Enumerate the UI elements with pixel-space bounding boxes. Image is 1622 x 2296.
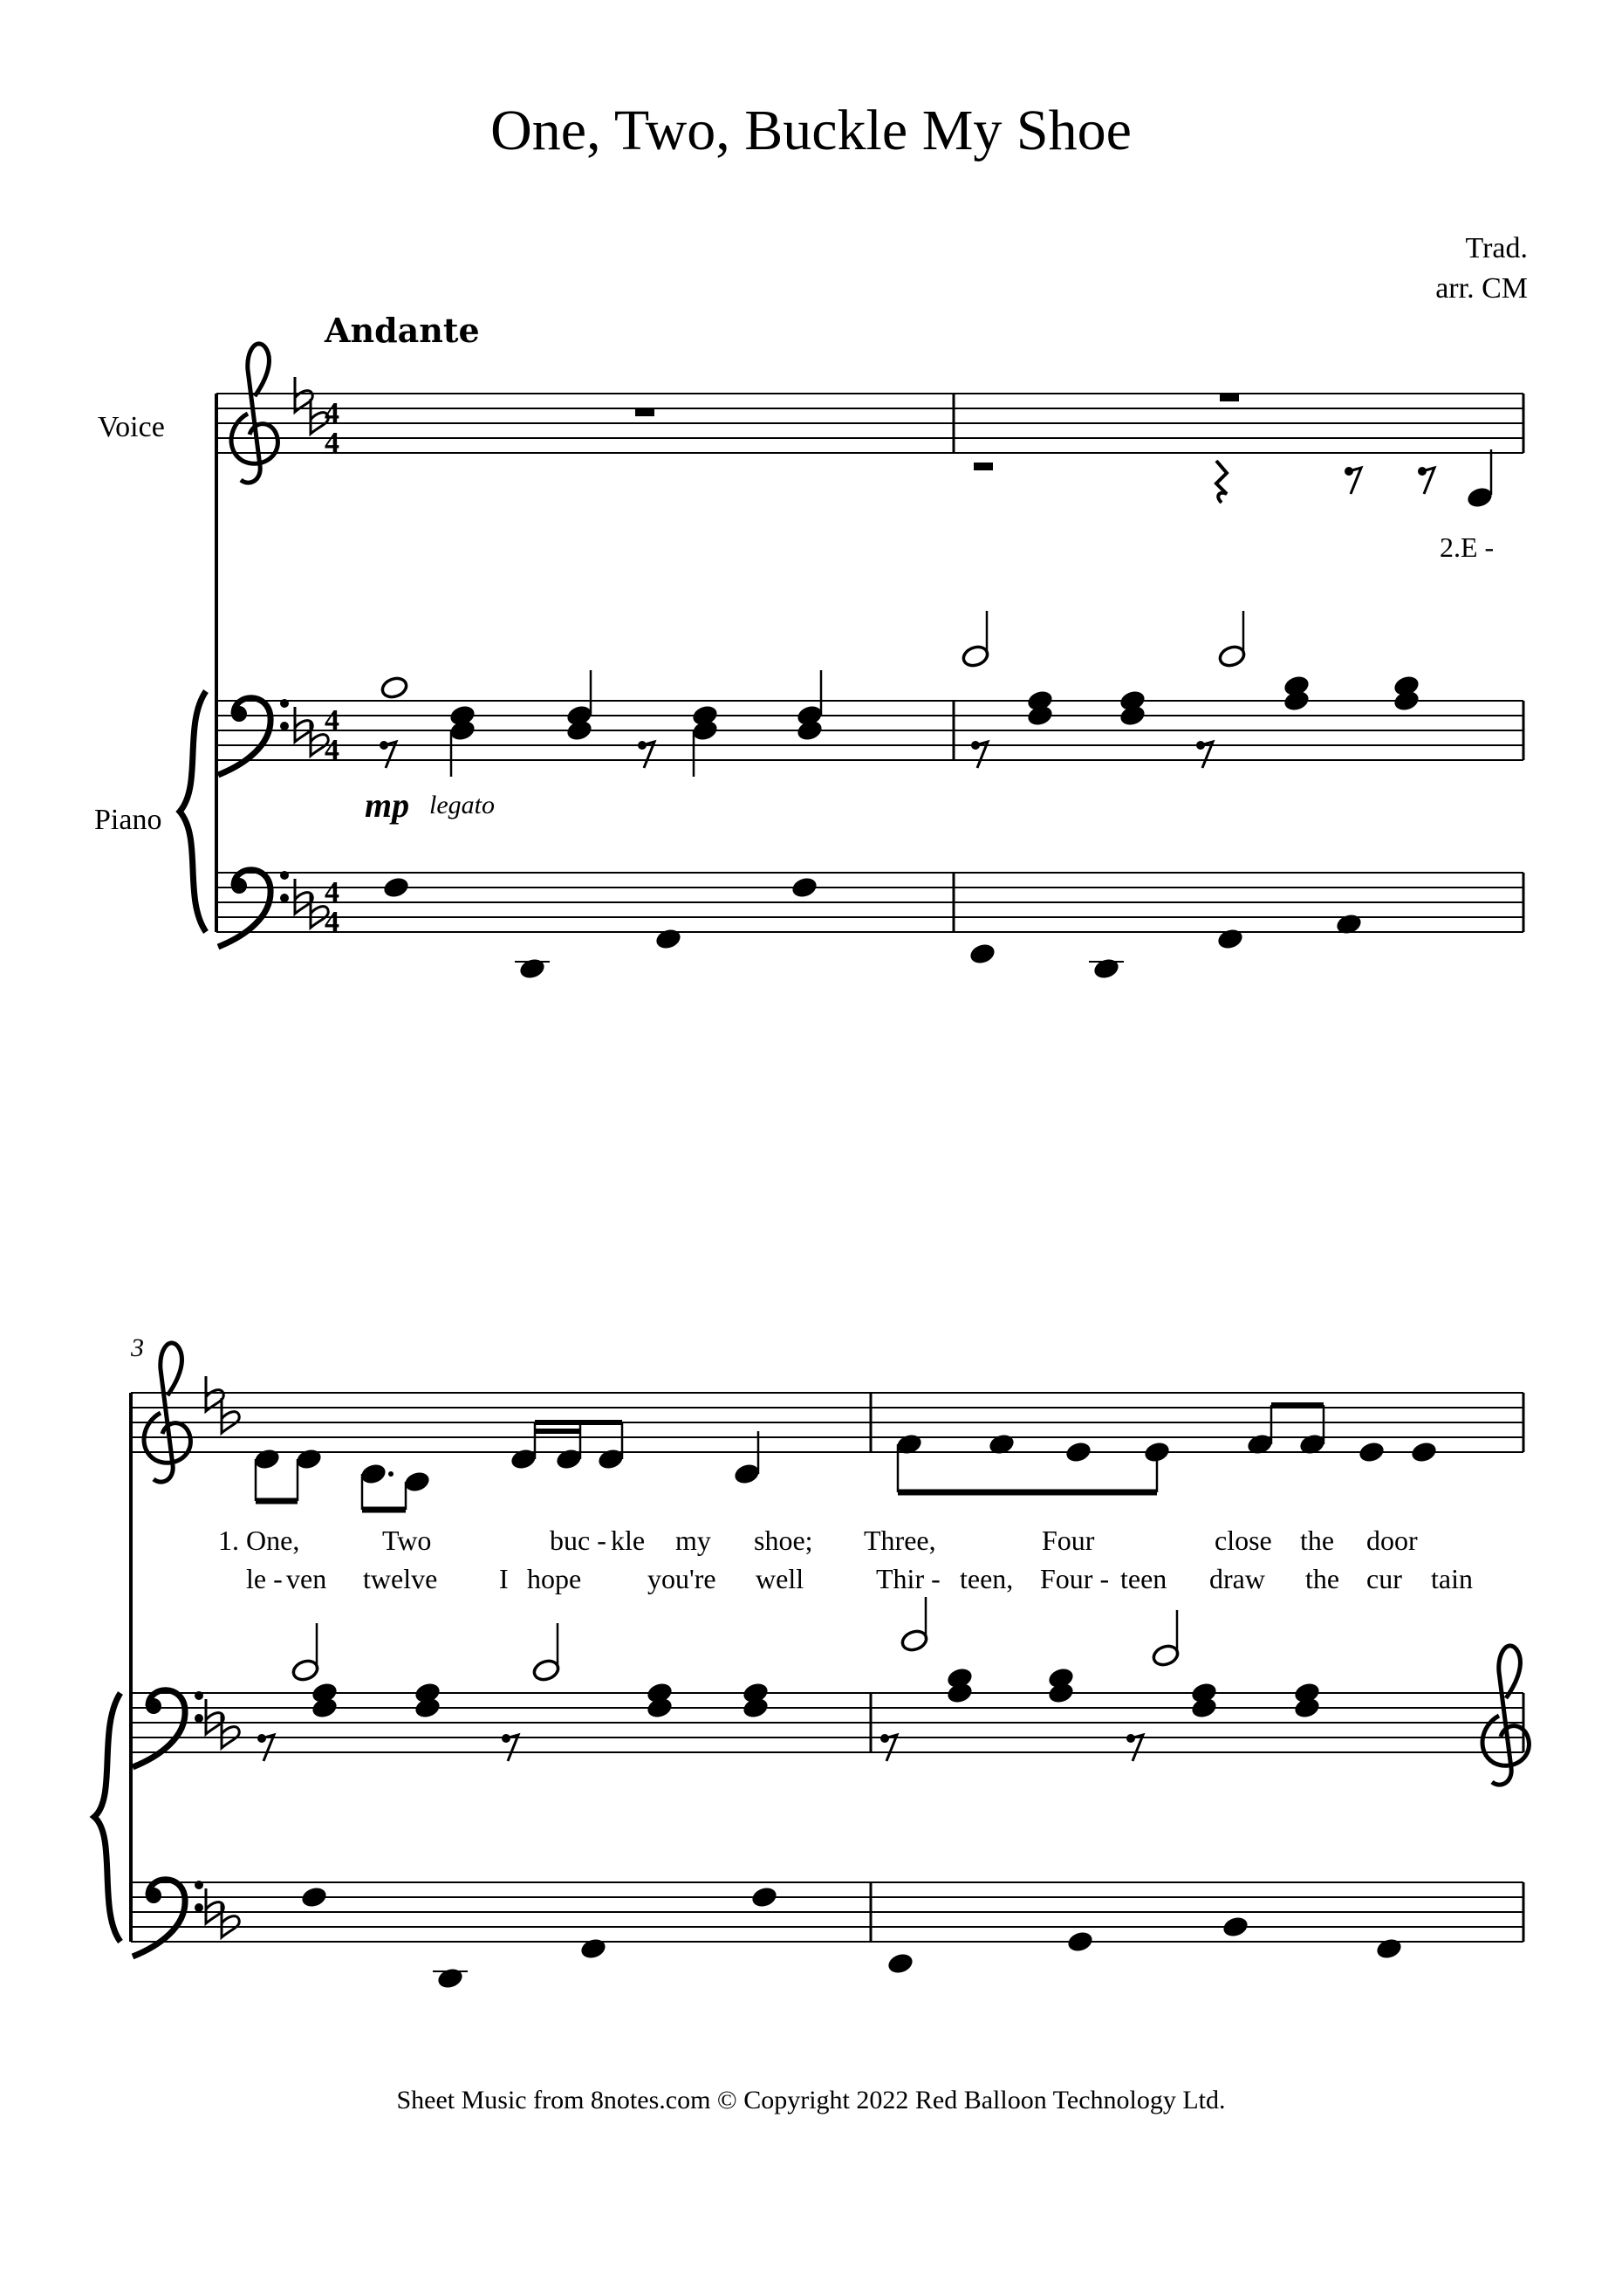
lyric: le - <box>246 1563 283 1594</box>
bass-clef-icon <box>133 1880 203 1957</box>
piano-label: Piano <box>94 804 162 836</box>
quarter-rest-icon <box>1216 461 1227 503</box>
lyric: I <box>499 1563 509 1594</box>
treble-clef-icon <box>231 344 277 483</box>
treble-clef-icon <box>144 1343 190 1482</box>
expression-legato: legato <box>429 791 495 819</box>
lyric: Thir - <box>876 1563 941 1594</box>
sixteenth-rest-icon <box>1418 467 1434 494</box>
system-1 <box>94 344 1523 981</box>
lyrics-verse-2 <box>246 1563 1473 1594</box>
lyric: 1. One, <box>218 1525 300 1556</box>
voice-notes-m4 <box>894 1405 1438 1492</box>
lyric: twelve <box>363 1563 438 1594</box>
piano-lower-staff-2 <box>131 1882 1523 1942</box>
bass-clef-icon <box>218 698 289 775</box>
piano-upper-notes-s2 <box>257 1597 1322 1761</box>
lyric: shoe; <box>754 1525 813 1556</box>
piano-lower-notes-s1 <box>381 875 1363 981</box>
voice-notes-m3 <box>252 1422 761 1510</box>
lyric: hope <box>527 1563 582 1594</box>
whole-rest-icon <box>1220 394 1239 401</box>
voice-label: Voice <box>98 411 165 443</box>
measure-number: 3 <box>131 1333 144 1362</box>
treble-clef-change-icon <box>1482 1646 1529 1785</box>
footer-copyright: Sheet Music from 8notes.com © Copyright 2022 Red Balloon Technology Ltd. <box>396 2086 1226 2114</box>
lyric: Two <box>382 1525 432 1556</box>
piano-lower-staff-1 <box>216 873 1523 932</box>
lyric: kle <box>611 1525 646 1556</box>
lyric: well <box>756 1563 804 1594</box>
time-sig-top: 4 <box>325 876 339 908</box>
lyric: my <box>675 1525 711 1556</box>
lyric: Four - <box>1040 1563 1110 1594</box>
lyric: Three, <box>864 1525 936 1556</box>
piano-lower-notes-s2 <box>299 1885 1403 1991</box>
lyrics-verse-1 <box>218 1525 1418 1556</box>
piano-upper-staff-1 <box>216 701 1523 760</box>
eighth-rest-icon <box>1345 467 1361 494</box>
system-2 <box>94 1333 1529 1991</box>
lyric: ven <box>286 1563 327 1594</box>
flat-icon <box>222 1398 239 1433</box>
lyric: cur <box>1366 1563 1402 1594</box>
bass-clef-icon <box>218 870 289 947</box>
dynamic-mp: mp <box>365 785 410 825</box>
lyric: buc - <box>550 1525 606 1556</box>
time-sig-bottom: 4 <box>325 427 339 459</box>
composer: Trad. <box>1465 232 1528 264</box>
time-sig-bottom: 4 <box>325 906 339 938</box>
bass-clef-icon <box>133 1690 203 1767</box>
lyric: the <box>1305 1563 1340 1594</box>
lyric: teen, <box>960 1563 1014 1594</box>
song-title: One, Two, Buckle My Shoe <box>490 99 1132 162</box>
arranger: arr. CM <box>1435 272 1528 305</box>
note <box>1465 485 1494 510</box>
time-sig-top: 4 <box>325 704 339 737</box>
time-sig-bottom: 4 <box>325 734 339 766</box>
voice-staff-1 <box>216 394 1523 453</box>
lyric: you're <box>647 1563 716 1594</box>
lyric: the <box>1300 1525 1335 1556</box>
lyric: Four <box>1042 1525 1095 1556</box>
piano-brace <box>94 1693 120 1942</box>
lyric: teen <box>1120 1563 1167 1594</box>
tempo-marking: Andante <box>325 311 480 350</box>
half-rest-icon <box>974 463 993 470</box>
time-sig-top: 4 <box>325 397 339 429</box>
lyric: tain <box>1431 1563 1473 1594</box>
lyric: door <box>1366 1525 1418 1556</box>
pickup-lyric: 2.E - <box>1440 531 1495 563</box>
lyric: draw <box>1209 1563 1265 1594</box>
whole-rest-icon <box>635 408 654 416</box>
piano-brace <box>180 691 206 932</box>
lyric: close <box>1215 1525 1272 1556</box>
